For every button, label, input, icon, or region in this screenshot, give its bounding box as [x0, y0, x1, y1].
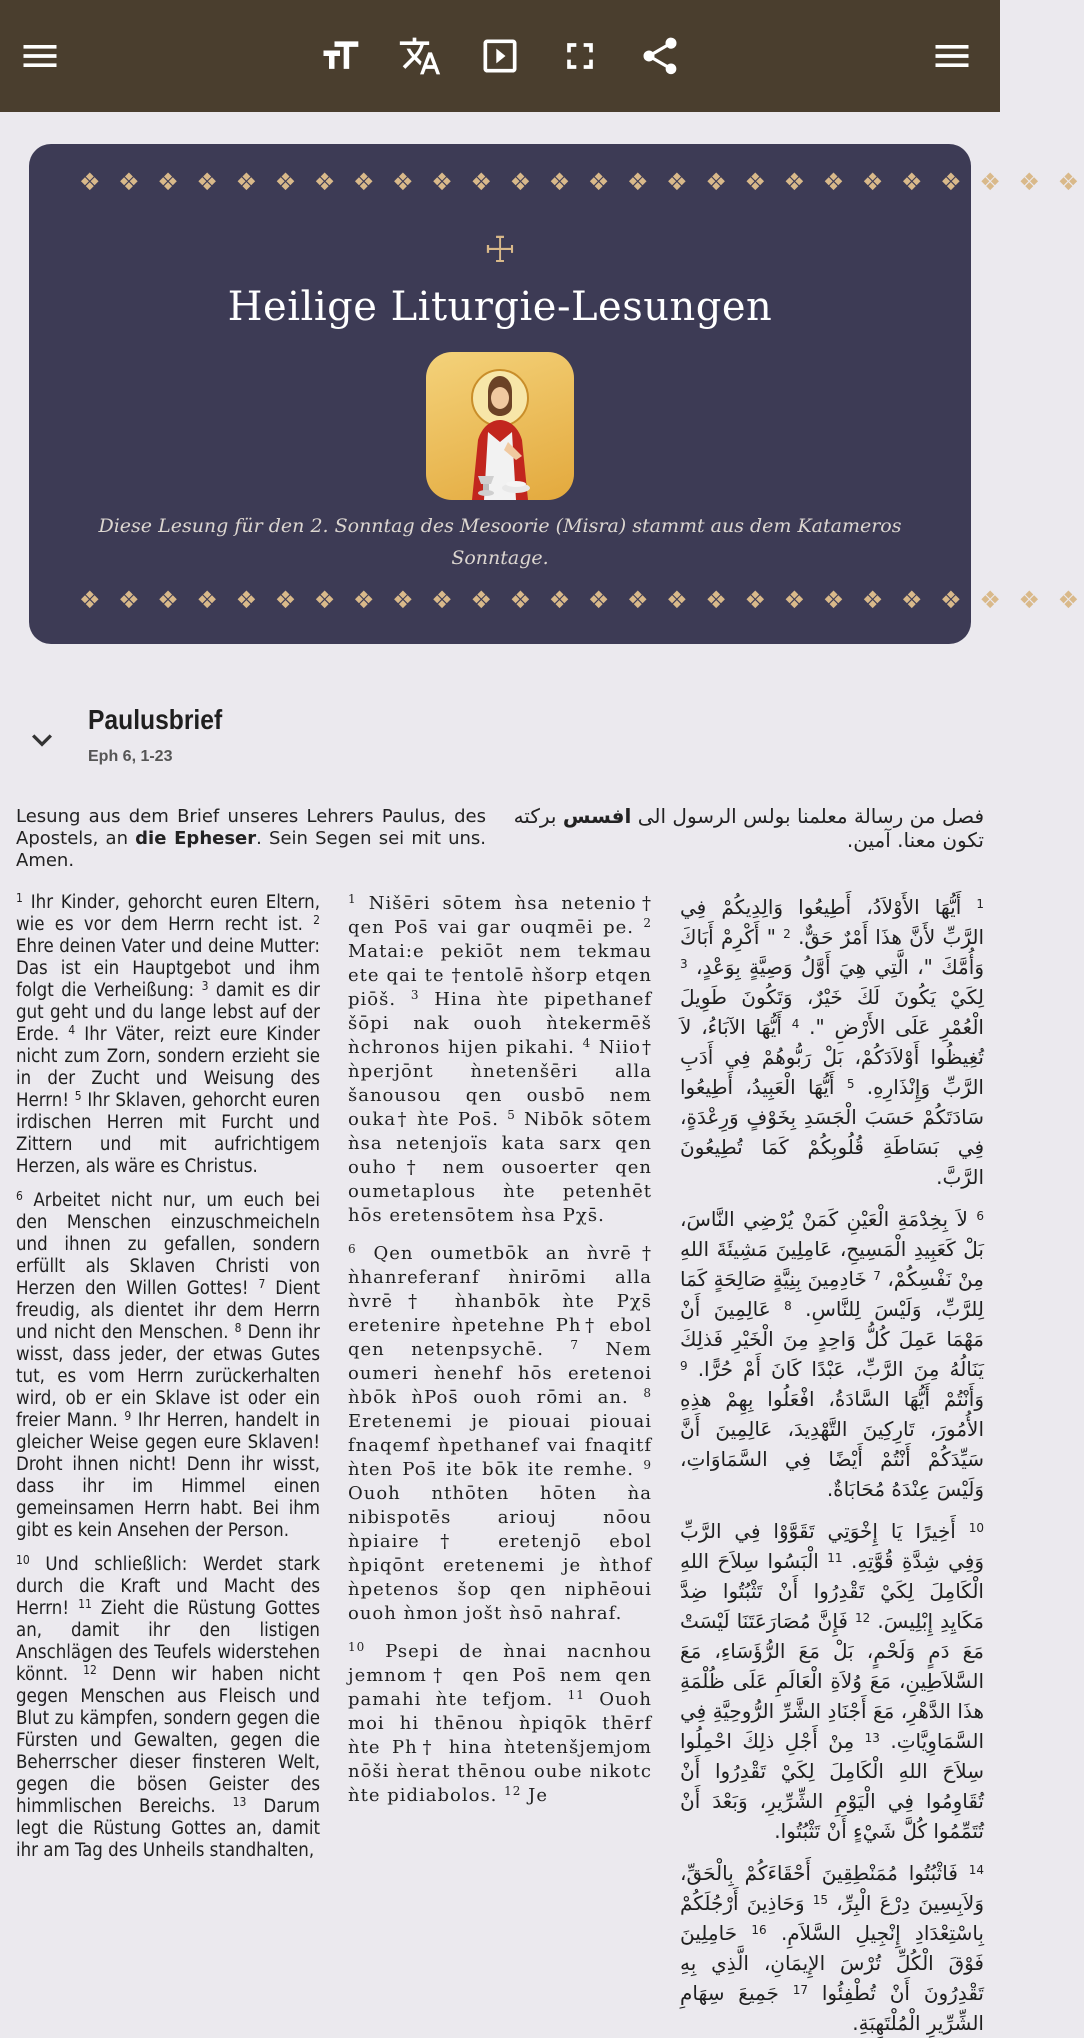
verse-text: Dient freudig, als dientet ihr dem Herrn und nicht den Menschen.	[16, 1278, 321, 1343]
verse-number: 12	[83, 1663, 97, 1677]
verse-text: Ihr Herren, handelt in gleicher Weise gegen eure Sklaven! Droht ihnen nicht! Denn ihr wisst, dass ihr im Himmel einen gemeinsamen Herrn habt. Bei ihm gibt es kein Ansehen der Person.	[16, 1410, 320, 1541]
section-reference: Eph 6, 1-23	[88, 748, 173, 765]
translate-icon[interactable]	[392, 28, 448, 84]
verse-number: 12	[855, 1611, 871, 1625]
verse-number: 11	[78, 1597, 92, 1611]
share-icon[interactable]	[632, 28, 688, 84]
arabic-text-column	[680, 892, 985, 2035]
menu-icon[interactable]	[924, 28, 980, 84]
verse-paragraph	[680, 1204, 984, 1504]
verse-text: Matai:e pekiōt nem tekmau ete qai te †entolē ǹšorp etqen piōš.	[348, 941, 652, 1010]
verse-number: 13	[232, 1795, 247, 1809]
verse-text: Ehre deinen Vater und deine Mutter: Das ist ein Hauptgebot und ihm folgt die Verheißung:	[16, 936, 320, 1001]
verse-text: جَمِيعَ سِهَامِ الشِّرِّيرِ الْمُلْتَهِبَةِ.	[680, 1981, 984, 2035]
verse-number: 9	[643, 1458, 652, 1472]
verse-number: 2	[783, 927, 791, 941]
verse-text: أَيُّهَا الآبَاءُ، لاَ تُغِيظُوا أَوْلاَدَكُمْ، بَلْ رَبُّوهُمْ فِي أَدَبِ الرَّبِّ وَإِنْذَارِهِ.	[680, 1015, 984, 1099]
app-icon-christ	[426, 352, 574, 500]
verse-text: الْبَسُوا سِلاَحَ اللهِ الْكَامِلَ لِكَيْ تَقْدِرُوا أَنْ تَثْبُتُوا ضِدَّ مَكَايِدِ إِبْلِيسَ.	[680, 1549, 984, 1633]
verse-text: أَيُّهَا الْعَبِيدُ، أَطِيعُوا سَادَتَكُمْ حَسَبَ الْجَسَدِ بِخَوْفٍ وَرِعْدَةٍ، فِي بَسَاطَةِ قُلُوبِكُمْ كَمَا تُطِيعُونَ الرَّبَّ.	[680, 1075, 984, 1189]
verse-paragraph	[680, 1858, 984, 2038]
verse-number: 12	[504, 1784, 522, 1798]
verse-text: لاَ بِخِدْمَةِ الْعَيْنِ كَمَنْ يُرْضِي النَّاسَ، بَلْ كَعَبِيدِ الْمَسِيحِ، عَامِلِينَ مَشِيئَةَ اللهِ مِنْ نَفْسِكُمْ،	[680, 1207, 984, 1291]
top-app-bar	[0, 0, 1000, 112]
verse-number: 7	[873, 1269, 881, 1283]
verse-number: 6	[16, 1189, 23, 1203]
verse-text: Und schließlich: Werdet stark durch die Kraft und Macht des Herrn!	[16, 1554, 320, 1619]
page-title: Heilige Liturgie-Lesungen	[227, 284, 773, 330]
coptic-text-column	[348, 892, 652, 2020]
verse-number: 4	[68, 1023, 76, 1037]
verse-text: Ihr Sklaven, gehorcht euren irdischen Herren mit Furcht und Zittern und mit aufrichtigem Herzen, als wäre es Christus.	[16, 1090, 321, 1177]
verse-number: 5	[846, 1077, 855, 1091]
verse-text: أَيُّهَا الأَوْلاَدُ، أَطِيعُوا وَالِدِيكُمْ فِي الرَّبِّ لأَنَّ هذَا أَمْرٌ حَقٌّ.	[680, 895, 985, 949]
verse-number: 17	[792, 1983, 809, 1997]
verse-number: 13	[864, 1731, 880, 1745]
verse-text: Ouoh nthōten hōten ǹa nibispotēs ariouj nōou ǹpiaire† eretenjō ebol ǹpiqōnt eretenemi je ǹthof ǹpetenos šop qen niphēoui ouoh ǹmon jošt ǹsō nahraf.	[348, 1483, 652, 1624]
verse-number: 1	[348, 892, 357, 906]
text-size-icon[interactable]	[312, 28, 368, 84]
menu-icon[interactable]	[12, 28, 68, 84]
verse-number: 6	[348, 1242, 357, 1256]
verse-number: 9	[124, 1409, 132, 1423]
verse-text: أَخِيرًا يَا إِخْوَتِي تَقَوَّوْا فِي الرَّبِّ وَفِي شِدَّةِ قُوَّتِهِ.	[680, 1519, 984, 1573]
verse-number: 4	[582, 1036, 592, 1050]
verse-number: 15	[812, 1893, 829, 1907]
verse-paragraph	[16, 1190, 320, 1542]
verse-number: 2	[313, 913, 320, 927]
verse-text: Hina ǹte pipethanef šōpi nak ouoh ǹtekermēš ǹchronos hijen pikahi.	[348, 989, 653, 1058]
reading-description: Diese Lesung für den 2. Sonntag des Mesoorie (Misra) stammt aus dem Katameros Sonntage.	[98, 515, 902, 569]
verse-text: Arbeitet nicht nur, um euch bei den Menschen einzuschmeicheln und ihnen zu gefallen, sondern erfüllt als Sklaven Christi von Herzen den Willen Gottes!	[16, 1190, 320, 1299]
verse-text: لِكَيْ يَكُونَ لَكَ خَيْرٌ، وَتَكُونَ طَوِيلَ الْعُمْرِ عَلَى الأَرْضِ ".	[680, 985, 984, 1039]
verse-text: Ihr Väter, reizt eure Kinder nicht zum Zorn, sondern erzieht sie in der Zucht und Weisung des Herrn!	[16, 1024, 320, 1111]
verse-text: Denn wir haben nicht gegen Menschen aus Fleisch und Blut zu kämpfen, sondern gegen die Fürsten und Gewalten, gegen die Beherrscher dieser finsteren Welt, gegen die bösen Geister des himmlischen Bereichs.	[16, 1664, 320, 1817]
cross-icon: ☩	[483, 230, 517, 271]
chevron-down-icon[interactable]	[22, 720, 62, 760]
verse-number: 6	[976, 1209, 984, 1223]
verse-number: 3	[680, 957, 688, 971]
verse-number: 8	[234, 1321, 242, 1335]
verse-text: Nišēri sōtem ǹsa netenio† qen Pos̄ vai gar ouqmēi pe.	[348, 893, 652, 938]
verse-number: 7	[570, 1338, 580, 1352]
verse-number: 8	[643, 1386, 652, 1400]
verse-text: Nibōk sōtem ǹsa netenjoïs kata sarx qen ouho† nem ousoerter qen oumetaplous ǹte petenhēt hōs eretensōtem ǹsa Pχs̄.	[348, 1109, 653, 1226]
ornament-border: ❖ ❖ ❖ ❖ ❖ ❖ ❖ ❖ ❖ ❖ ❖ ❖ ❖ ❖ ❖ ❖ ❖ ❖ ❖ ❖ ❖ ❖ ❖ ❖ ❖ ❖	[79, 586, 1084, 614]
ornament-border: ❖ ❖ ❖ ❖ ❖ ❖ ❖ ❖ ❖ ❖ ❖ ❖ ❖ ❖ ❖ ❖ ❖ ❖ ❖ ❖ ❖ ❖ ❖ ❖ ❖ ❖	[79, 168, 1084, 196]
verse-text: Je	[521, 1785, 548, 1806]
reading-header-card	[29, 144, 1084, 644]
verse-number: 5	[74, 1089, 82, 1103]
verse-paragraph	[16, 892, 320, 1178]
verse-number: 16	[751, 1923, 767, 1937]
german-text-column	[16, 892, 320, 2020]
verse-text: Nem oumeri ǹenehf hōs eretenoi ǹbōk ǹPos̄ ouoh rōmi an.	[348, 1339, 652, 1408]
verse-text: وَحَاذِينَ أَرْجُلَكُمْ بِاسْتِعْدَادِ إِنْجِيلِ السَّلاَمِ.	[680, 1891, 984, 1945]
verse-text: Ouoh moi hi thēnou ǹpiqōk thērf ǹte Ph† hina ǹtetenšjemjom nōši ǹerat thēnou oube nikotc ǹte pidiabolos.	[348, 1689, 652, 1806]
play-icon[interactable]	[472, 28, 528, 84]
section-header-paulusbrief[interactable]	[0, 700, 1000, 780]
verse-paragraph	[16, 1554, 320, 1862]
verse-text: فَإِنَّ مُصَارَعَتَنَا لَيْسَتْ مَعَ دَمٍ وَلَحْمٍ، بَلْ مَعَ الرُّؤَسَاءِ، مَعَ السَّلاَطِينِ، مَعَ وُلاَةِ الْعَالَمِ عَلَى ظُلْمَةِ هذَا الدَّهْرِ، مَعَ أَجْنَادِ الشَّرِّ الرُّوحِيَّةِ فِي السَّمَاوِيَّاتِ.	[680, 1609, 985, 1753]
verse-paragraph	[680, 1516, 984, 1846]
verse-number: 8	[784, 1299, 792, 1313]
verse-number: 5	[507, 1108, 516, 1122]
section-title: Paulusbrief	[88, 704, 223, 735]
verse-number: 1	[16, 891, 23, 905]
verse-text: Zieht die Rüstung Gottes an, damit ihr den listigen Anschlägen des Teufels widerstehen könnt.	[16, 1598, 321, 1685]
verse-text: فَاثْبُتُوا مُمَنْطِقِينَ أَحْقَاءَكُمْ بِالْحَقِّ، وَلاَبِسِينَ دِرْعَ الْبِرِّ،	[680, 1861, 984, 1915]
verse-text: حَامِلِينَ فَوْقَ الْكُلِّ تُرْسَ الإِيمَانِ، الَّذِي بِهِ تَقْدِرُونَ أَنْ تُطْفِئُوا	[680, 1921, 984, 2005]
verse-text: Ihr Kinder, gehorcht euren Eltern, wie es vor dem Herrn recht ist.	[16, 892, 320, 935]
verse-number: 7	[258, 1277, 266, 1291]
verse-paragraph	[348, 892, 652, 1228]
verse-number: 3	[201, 979, 209, 993]
verse-number: 11	[827, 1551, 843, 1565]
verse-text: مِنْ أَجْلِ ذلِكَ احْمِلُوا سِلاَحَ اللهِ الْكَامِلَ لِكَيْ تَقْدِرُوا أَنْ تُقَاوِمُوا فِي الْيَوْمِ الشِّرِّيرِ، وَبَعْدَ أَنْ تُتَمِّمُوا كُلَّ شَيْءٍ أَنْ تَثْبُتُوا.	[680, 1729, 984, 1843]
verse-text: Denn ihr wisst, dass jeder, der etwas Gutes tut, es vom Herrn zurückerhalten wird, ob er ein Sklave ist oder ein freier Mann.	[16, 1322, 320, 1431]
verse-paragraph	[348, 1640, 652, 1808]
verse-number: 4	[791, 1017, 800, 1031]
verse-text: " أَكْرِمْ أَبَاكَ وَأُمَّكَ "، الَّتِي هِيَ أَوَّلُ وَصِيَّةٍ بِوَعْدٍ،	[680, 925, 984, 979]
verse-number: 10	[348, 1640, 366, 1654]
verse-number: 14	[968, 1863, 984, 1877]
verse-text: damit es dir gut geht und du lange lebst auf der Erde.	[16, 980, 320, 1045]
verse-paragraph	[348, 1242, 652, 1626]
intro-arabic: فصل من رسالة معلمنا بولس الرسول الى افسس بركته تكون معنا. آمين.	[513, 804, 984, 852]
verse-number: 11	[567, 1688, 585, 1702]
fullscreen-icon[interactable]	[552, 28, 608, 84]
verse-text: Darum legt die Rüstung Gottes an, damit ihr am Tag des Unheils standhalten,	[16, 1796, 320, 1861]
verse-number: 10	[968, 1521, 984, 1535]
verse-text: Niio† ǹperjōnt ǹnetenšēri alla šanousou qen ousbō nem ouka† ǹte Pos̄.	[348, 1037, 652, 1130]
verse-paragraph	[680, 892, 984, 1192]
verse-text: Eretenemi je piouai piouai fnaqemf ǹpethanef vai fnaqitf ǹten Pos̄ ite bōk ite remhe.	[348, 1411, 652, 1480]
verse-number: 3	[410, 988, 420, 1002]
intro-german: Lesung aus dem Brief unseres Lehrers Paulus, des Apostels, an die Epheser. Sein Segen sei mit uns. Amen.	[16, 806, 487, 871]
verse-text: عَالِمِينَ أَنْ مَهْمَا عَمِلَ كُلُّ وَاحِدٍ مِنَ الْخَيْرِ فَذلِكَ يَنَالُهُ مِنَ الرَّبِّ، عَبْدًا كَانَ أَمْ حُرًّا.	[680, 1297, 984, 1381]
verse-number: 2	[643, 916, 652, 930]
verse-number: 9	[680, 1359, 688, 1373]
verse-text: Qen oumetbōk an ǹvrē† ǹhanreferanf ǹnirōmi alla ǹvrē† ǹhanbōk ǹte Pχs̄ eretenire ǹpetehne Ph† ebol qen netenpsychē.	[348, 1243, 652, 1360]
verse-text: Psepi de ǹnai nacnhou jemnom† qen Pos̄ nem qen pamahi ǹte tefjom.	[348, 1641, 652, 1710]
verse-text: خَادِمِينَ بِنِيَّةٍ صَالِحَةٍ كَمَا لِلرَّبِّ، وَلَيْسَ لِلنَّاسِ.	[680, 1267, 984, 1321]
verse-text: وَأَنْتُمْ أَيُّهَا السَّادَةُ، افْعَلُوا بِهِمْ هذِهِ الأُمُورَ، تَارِكِينَ التَّهْدِيدَ، عَالِمِينَ أَنَّ سَيِّدَكُمْ أَنْتُمْ أَيْضًا فِي السَّمَاوَاتِ، وَلَيْسَ عِنْدَهُ مُحَابَاةٌ.	[680, 1387, 984, 1501]
verse-number: 1	[976, 897, 984, 911]
verse-number: 10	[16, 1553, 30, 1567]
